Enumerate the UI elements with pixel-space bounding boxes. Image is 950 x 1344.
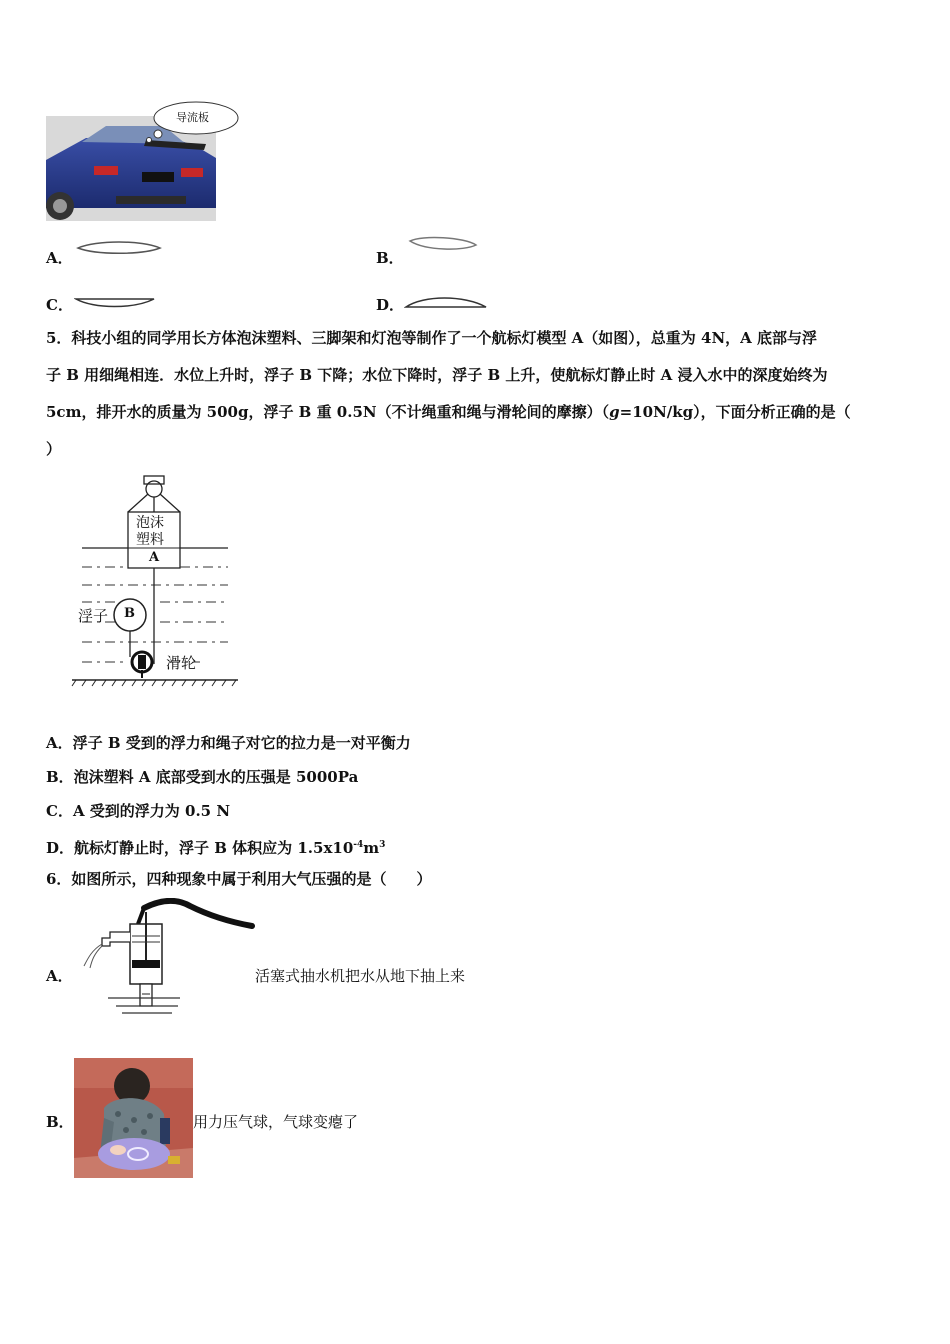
q5-option-d-mid: m <box>363 839 380 857</box>
q5-option-d-exp2: 3 <box>379 840 386 850</box>
q6-pump-figure <box>80 898 255 1018</box>
q5-option-d <box>46 835 385 858</box>
q4-option-c-label: C． <box>46 296 73 314</box>
callout-text: 导流板 <box>176 111 209 124</box>
pulley-label: 滑轮 <box>166 654 197 672</box>
q6-option-b-label: B． <box>46 1113 74 1131</box>
q5-option-a: A．浮子 B 受到的浮力和绳子对它的拉力是一对平衡力 <box>46 734 411 752</box>
car-spoiler-figure <box>46 100 241 224</box>
q6-option-a-text: 活塞式抽水机把水从地下抽上来 <box>255 967 466 985</box>
buoy-diagram <box>70 472 245 690</box>
q5-option-c: C．A 受到的浮力为 0.5 N <box>46 802 231 820</box>
q4-option-d-label: D． <box>376 296 405 314</box>
q4-option-c-airfoil <box>74 295 158 311</box>
q6-balloon-photo <box>74 1058 193 1178</box>
g-symbol: g <box>609 403 620 421</box>
q4-option-b-airfoil <box>406 235 480 255</box>
float-label: 浮子 <box>78 607 109 625</box>
q4-option-a-label: A． <box>46 249 73 267</box>
foam-label-2: 塑料 <box>136 532 164 548</box>
q5-option-d-exp: -4 <box>353 840 364 850</box>
q5-stem-line-2: 子 B 用细绳相连．水位上升时，浮子 B 下降；水位下降时，浮子 B 上升，使航标灯静止时 A 浸入水中的深度始终为 <box>46 366 828 384</box>
q4-option-a-airfoil <box>76 238 162 258</box>
q5-stem-line-1: 5．科技小组的同学用长方体泡沫塑料、三脚架和灯泡等制作了一个航标灯模型 A（如图），总重为 4N，A 底部与浮 <box>46 329 818 347</box>
q5-option-d-pre: D．航标灯静止时，浮子 B 体积应为 1.5x10 <box>46 839 354 857</box>
q5-stem <box>46 320 906 468</box>
q5-stem-line-3-pre: 5cm，排开水的质量为 500g，浮子 B 重 0.5N（不计绳重和绳与滑轮间的摩擦）（ <box>46 403 610 421</box>
q5-stem-line-3-post: =10N/kg），下面分析正确的是（ <box>619 403 851 421</box>
q4-option-b-label: B． <box>376 249 404 267</box>
q4-option-d-airfoil <box>404 293 488 311</box>
q5-stem-line-3 <box>46 394 906 431</box>
q5-buoy-figure <box>70 472 245 690</box>
q6-option-a-label: A． <box>46 967 73 985</box>
block-a-label: A <box>149 550 160 565</box>
float-b-label: B <box>124 606 135 621</box>
q5-stem-line-4: ） <box>46 440 62 458</box>
foam-label-1: 泡沫 <box>136 515 164 531</box>
q6-option-b-text: 用力压气球，气球变瘪了 <box>193 1113 359 1131</box>
q6-stem: 6．如图所示，四种现象中属于利用大气压强的是（ ） <box>46 870 432 888</box>
q5-option-b: B．泡沫塑料 A 底部受到水的压强是 5000Pa <box>46 768 359 786</box>
